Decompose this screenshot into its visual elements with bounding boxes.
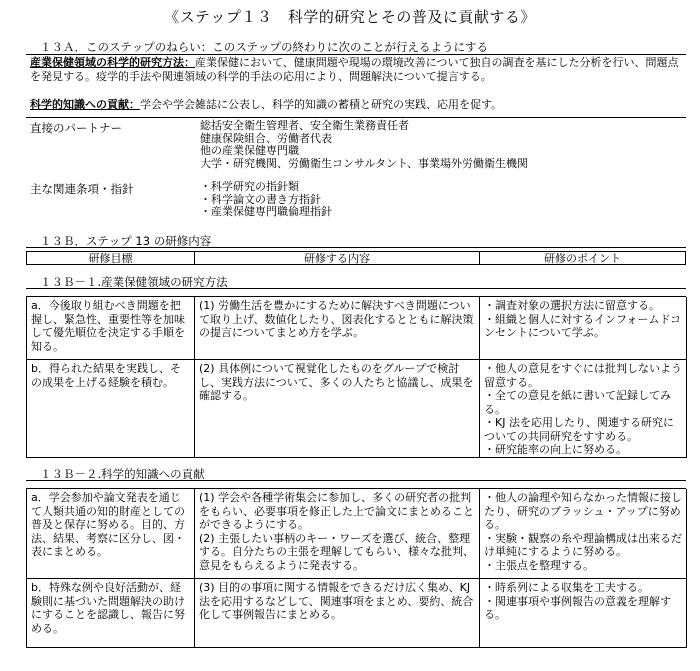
table-cell: b．特殊な例や良好活動が、経験則に基づいた問題解決の助けにすることを認識し、報告に努める。 [27, 579, 195, 648]
research-method-text: 産業保健において、健康問題や現場の環境改善について独自の調査を基にした分析を行い、問題点を発見する。疫学的手法や関連領域の科学的手法の応用により、問題解決について提言する。 [30, 56, 679, 83]
section-b-heading: １３Ｂ．ステップ 13 の研修内容 [40, 234, 212, 248]
table-cell: (2) 具体例について視覚化したものをグループで検討し、実践方法について、多くの人たちと協議し、成果を確認する。 [195, 360, 480, 458]
table-cell: ・調査対象の選択方法に留意する。 ・組織と個人に対するインフォームドコンセントについて学ぶ。 [480, 297, 687, 360]
related-item: ・産業保健専門職倫理指針 [200, 205, 332, 218]
related-item: ・科学研究の指針類 [200, 180, 299, 193]
divider [26, 54, 686, 55]
partner-list [200, 120, 528, 170]
table-cell: a．今後取り組むべき問題を把握し、緊急性、重要性等を加味して優先順位を決定する手順を知る。 [27, 297, 195, 360]
header-points: 研修のポイント [544, 252, 621, 265]
table-cell: ・時系列による収集を工夫する。 ・関連事項や事例報告の意義を理解する。 [480, 579, 687, 648]
subsection-1-heading: １３Ｂ－１.産業保健領域の研究方法 [40, 275, 228, 289]
related-list [200, 181, 332, 219]
table-cell: (1) 労働生活を豊かにするために解決すべき問題について取り上げ、数値化したり、図表化するとともに解決策の提言についてまとめ方を学ぶ。 [195, 297, 480, 360]
section-a-heading: １３Ａ．このステップのねらい：このステップの終わりに次のことが行えるようにする [40, 40, 489, 54]
table-cell: a．学会参加や論文発表を通じて人類共通の知的財産としての普及と保存に努める。目的、方法、結果、考察に区分し、図・表にまとめる。 [27, 489, 195, 579]
partner-label: 直接のパートナー [30, 121, 122, 135]
partner-item: 他の産業保健専門職 [200, 144, 299, 157]
header-goal: 研修目標 [27, 252, 195, 264]
partner-item: 総括安全衛生管理者、安全衛生業務責任者 [200, 119, 409, 132]
table-1 [26, 296, 686, 458]
partner-item: 大学・研究機関、労働衛生コンサルタント、事業場外労働衛生機関 [200, 156, 529, 170]
related-label: 主な関連条項・指針 [30, 182, 134, 196]
table-header [26, 251, 686, 265]
contribution-paragraph [30, 98, 685, 112]
table-2 [26, 488, 686, 648]
table-cell: (1) 学会や各種学術集会に参加し、多くの研究者の批判をもらい、必要事項を修正した上で論文にまとめることができるようにする。 (2) 主張したい事柄のキー・ワーズを選び、統合、整理する。自分たちの主張を理解してもらい、様々な批判、意見をもらえるように発表する。 [195, 489, 480, 579]
header-content: 研修する内容 [195, 252, 480, 264]
contribution-label: 科学的知識への貢献： [30, 98, 140, 111]
divider [26, 247, 686, 248]
divider [26, 117, 686, 118]
partner-item: 健康保険組合、労働者代表 [200, 131, 332, 145]
table-cell: ・他人の意見をすぐには批判しないよう留意する。 ・全ての意見を紙に書いて記録してみる。 ・KJ 法を応用したり、関連する研究についての共同研究をすすめる。 ・研究能率の向上に努める。 [480, 360, 687, 458]
subsection-2-heading: １３Ｂ－２.科学的知識への貢献 [40, 467, 205, 481]
divider [26, 480, 686, 481]
table-cell: (3) 目的の事項に関する情報をできるだけ広く集め、KJ 法を応用するなどして、関連事項をまとめ、要約、統合化して事例報告にまとめる。 [195, 579, 480, 648]
table-cell: b．得られた結果を実践し、その成果を上げる経験を積む。 [27, 360, 195, 458]
related-item: ・科学論文の書き方指針 [200, 192, 321, 206]
research-method-paragraph [30, 56, 685, 84]
table-cell: ・他人の論理や知らなかった情報に接したり、研究のブラッシュ・アップに努める。 ・実験・観察の糸や理論構成は出来るだけ単純にするように努める。 ・主張点を整理する。 [480, 489, 687, 579]
contribution-text: 学会や学会雑誌に公表し、科学的知識の蓄積と研究の実践、応用を促す。 [140, 98, 503, 111]
page-title: 《ステップ１３ 科学的研究とその普及に貢献する》 [164, 8, 536, 26]
divider [26, 288, 686, 289]
research-method-label: 産業保健領域の科学的研究方法： [30, 56, 195, 69]
